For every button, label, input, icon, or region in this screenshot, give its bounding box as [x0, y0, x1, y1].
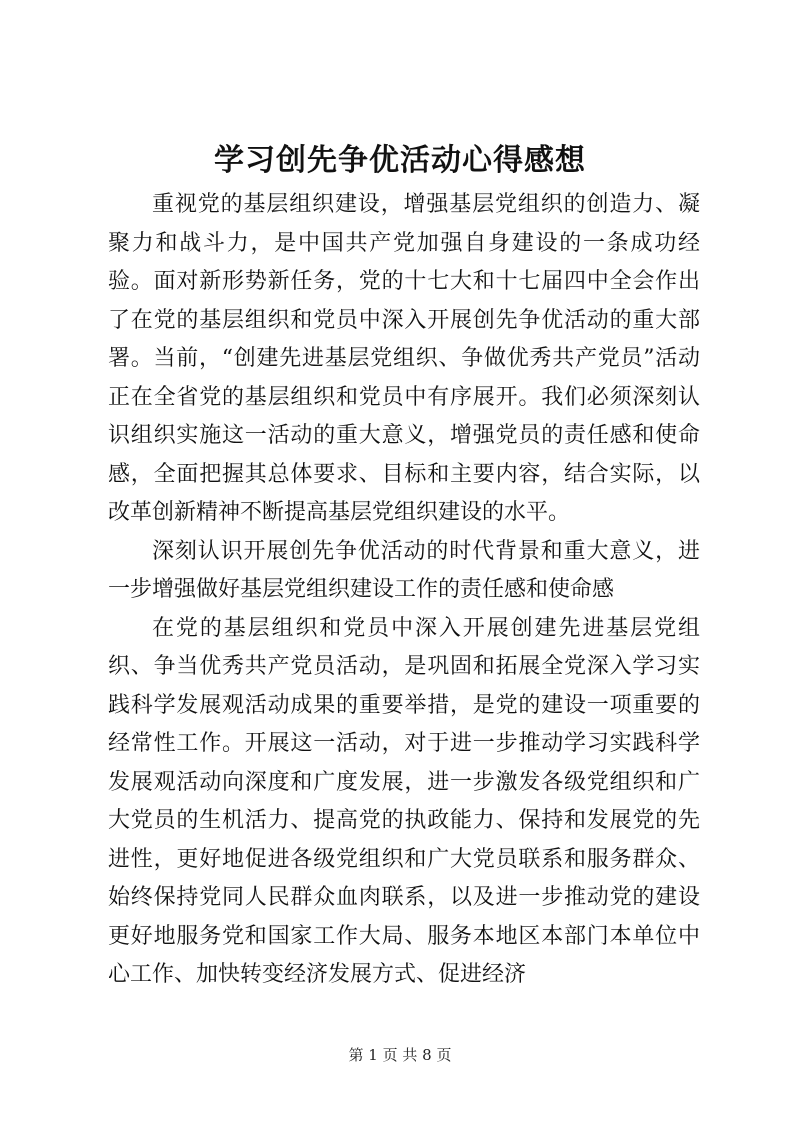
paragraph-3: 在党的基层组织和党员中深入开展创建先进基层党组织、争当优秀共产党员活动，是巩固和拓展全党深入学习实践科学发展观活动成果的重要举措，是党的建设一项重要的经常性工作。开展这一活动，对于进一步推动学习实践科学发展观活动向深度和广度发展，进一步激发各级党组织和广大党员的生机活力、提高党的执政能力、保持和发展党的先进性，更好地促进各级党组织和广大党员联系和服务群众、始终保持党同人民群众血肉联系，以及进一步推动党的建设更好地服务党和国家工作大局、服务本地区本部门本单位中心工作、加快转变经济发展方式、促进经济: [108, 615, 700, 987]
page-number-footer: 第 1 页 共 8 页: [348, 1046, 452, 1064]
page-title: 学习创先争优活动心得感想: [214, 143, 586, 178]
paragraph-2: 深刻认识开展创先争优活动的时代背景和重大意义，进一步增强做好基层党组织建设工作的责任感和使命感: [108, 538, 700, 602]
document-body: [108, 186, 700, 995]
paragraph-1: 重视党的基层组织建设，增强基层党组织的创造力、凝聚力和战斗力，是中国共产党加强自身建设的一条成功经验。面对新形势新任务，党的十七大和十七届四中全会作出了在党的基层组织和党员中深入开展创先争优活动的重大部署。当前，“创建先进基层党组织、争做优秀共产党员”活动正在全省党的基层组织和党员中有序展开。我们必须深刻认识组织实施这一活动的重大意义，增强党员的责任感和使命感，全面把握其总体要求、目标和主要内容，结合实际，以改革创新精神不断提高基层党组织建设的水平。: [108, 192, 700, 525]
